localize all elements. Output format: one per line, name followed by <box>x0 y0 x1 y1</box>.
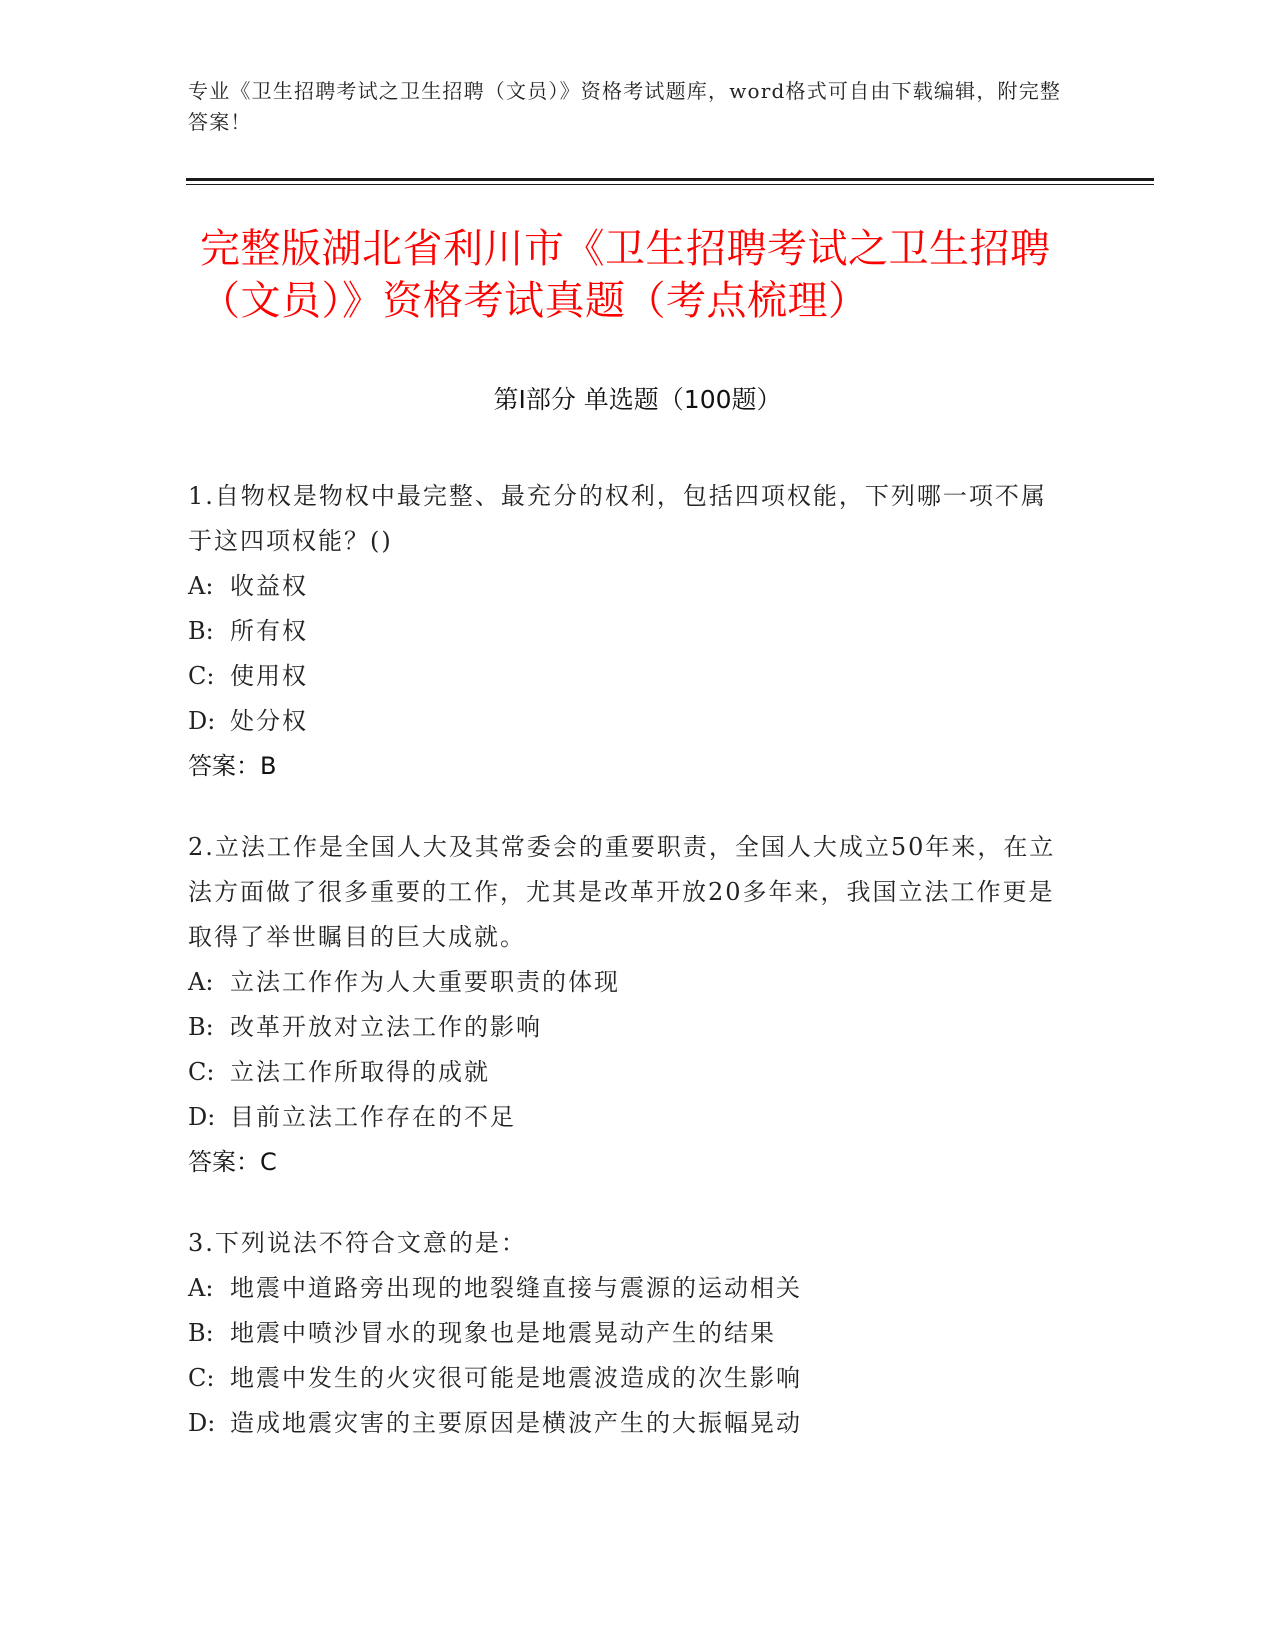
question-2 <box>188 825 1068 1185</box>
option-text: 造成地震灾害的主要原因是横波产生的大振幅晃动 <box>230 1409 802 1437</box>
document-title: 完整版湖北省利川市《卫生招聘考试之卫生招聘（文员）》资格考试真题（考点梳理） <box>200 226 1051 324</box>
answer: 答案：C <box>188 1148 277 1176</box>
option-d <box>188 1095 1068 1140</box>
option-b <box>188 1311 1068 1356</box>
question-list <box>188 474 1068 1482</box>
option-key: B: <box>188 1319 214 1347</box>
option-c <box>188 654 1068 699</box>
option-b <box>188 1005 1068 1050</box>
question-stem: 1.自物权是物权中最完整、最充分的权利，包括四项权能，下列哪一项不属于这四项权能？() <box>188 482 1047 555</box>
option-key: A: <box>188 968 214 996</box>
option-d <box>188 699 1068 744</box>
option-key: D: <box>188 707 216 735</box>
option-text: 收益权 <box>230 572 308 600</box>
option-text: 地震中发生的火灾很可能是地震波造成的次生影响 <box>230 1364 802 1392</box>
question-1 <box>188 474 1068 789</box>
option-text: 目前立法工作存在的不足 <box>230 1103 516 1131</box>
option-text: 所有权 <box>230 617 308 645</box>
header-note: 专业《卫生招聘考试之卫生招聘（文员）》资格考试题库，word格式可自由下载编辑，附完整答案！ <box>188 79 1062 134</box>
option-text: 处分权 <box>230 707 308 735</box>
option-key: B: <box>188 1013 214 1041</box>
option-c <box>188 1356 1068 1401</box>
option-key: C: <box>188 1058 215 1086</box>
option-text: 地震中喷沙冒水的现象也是地震晃动产生的结果 <box>230 1319 776 1347</box>
answer: 答案：B <box>188 752 277 780</box>
option-text: 地震中道路旁出现的地裂缝直接与震源的运动相关 <box>230 1274 802 1302</box>
option-key: A: <box>188 1274 214 1302</box>
option-a <box>188 960 1068 1005</box>
option-key: C: <box>188 1364 215 1392</box>
option-key: D: <box>188 1103 216 1131</box>
question-stem: 3.下列说法不符合文意的是： <box>188 1229 527 1257</box>
option-text: 立法工作所取得的成就 <box>230 1058 490 1086</box>
option-text: 使用权 <box>230 662 308 690</box>
header-divider-thick <box>186 178 1154 181</box>
option-a <box>188 1266 1068 1311</box>
section-heading: 第Ⅰ部分 单选题（100题） <box>493 385 782 414</box>
question-3 <box>188 1221 1068 1446</box>
option-d <box>188 1401 1068 1446</box>
option-b <box>188 609 1068 654</box>
option-key: A: <box>188 572 214 600</box>
option-key: B: <box>188 617 214 645</box>
option-key: D: <box>188 1409 216 1437</box>
option-c <box>188 1050 1068 1095</box>
question-stem: 2.立法工作是全国人大及其常委会的重要职责，全国人大成立50年来，在立法方面做了很多重要的工作，尤其是改革开放20多年来，我国立法工作更是取得了举世瞩目的巨大成就。 <box>188 833 1056 951</box>
option-text: 立法工作作为人大重要职责的体现 <box>230 968 620 996</box>
option-key: C: <box>188 662 215 690</box>
option-a <box>188 564 1068 609</box>
option-text: 改革开放对立法工作的影响 <box>230 1013 542 1041</box>
header-divider-thin <box>186 184 1154 185</box>
